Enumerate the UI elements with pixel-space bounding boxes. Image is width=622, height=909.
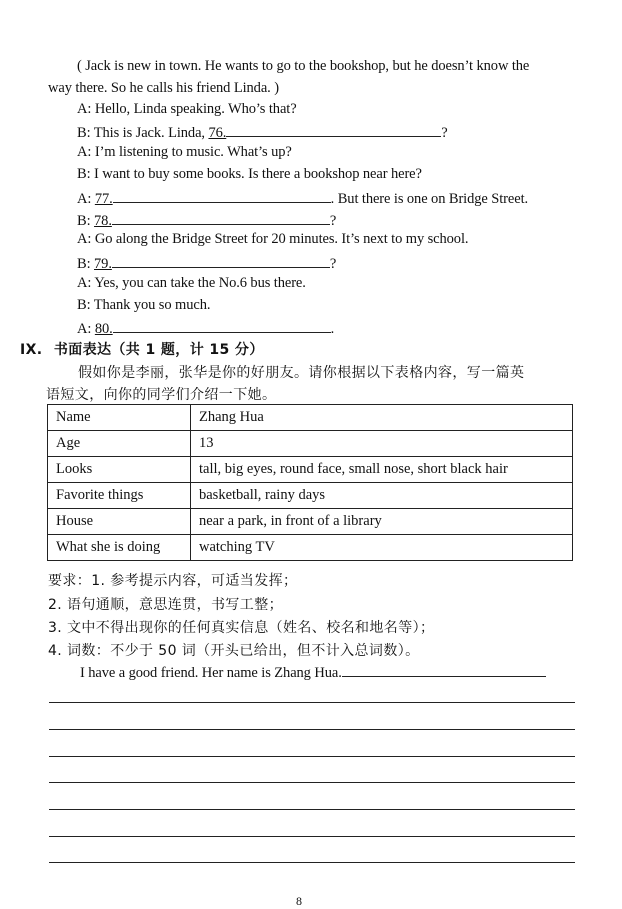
dialogue-line [77, 253, 336, 273]
answer-blank-79[interactable] [112, 253, 330, 268]
table-row [48, 483, 573, 509]
answer-blank-76[interactable] [226, 122, 441, 137]
table-row [48, 457, 573, 483]
blank-suffix: ? [441, 125, 448, 141]
writing-line[interactable] [49, 862, 575, 863]
dialogue-text: Hello, Linda speaking. Who’s that? [94, 101, 297, 117]
blank-number-80: 80. [94, 321, 113, 337]
dialogue-line [77, 188, 528, 208]
speaker: A: [77, 321, 92, 337]
dialogue-text: Thank you so much. [93, 297, 211, 313]
requirement-3: 3. 文中不得出现你的任何真实信息（姓名、校名和地名等）； [48, 620, 435, 636]
blank-suffix: ? [329, 213, 337, 229]
dialogue-line [77, 318, 334, 338]
dialogue-line [77, 275, 306, 292]
table-value: watching TV [191, 535, 573, 561]
speaker: A: [77, 191, 92, 207]
dialogue-line [77, 231, 468, 248]
answer-blank-78[interactable] [112, 210, 330, 225]
dialogue-line [77, 122, 448, 142]
section-number: IX. [20, 342, 43, 358]
table-row [48, 431, 573, 457]
essay-opening-line [80, 662, 546, 682]
prompt-line-2: 语短文，向你的同学们介绍一下她。 [46, 387, 277, 403]
blank-number-77: 77. [94, 191, 113, 207]
writing-line[interactable] [49, 782, 575, 783]
dialogue-text: Go along the Bridge Street for 20 minutes. It’s next to my school. [94, 231, 469, 247]
dialogue-intro-line-1: ( Jack is new in town. He wants to go to the bookshop, but he doesn’t know the [77, 58, 530, 74]
dialogue-text: I want to buy some books. Is there a bookshop near here? [94, 166, 422, 182]
prompt-line-1: 假如你是李丽，张华是你的好朋友。请你根据以下表格内容，写一篇英 [78, 365, 525, 381]
section-heading [20, 339, 264, 359]
dialogue-line [77, 297, 210, 314]
table-row [48, 405, 573, 431]
requirement-4: 4. 词数：不少于 50 词（开头已给出，但不计入总词数）。 [48, 643, 420, 659]
table-row [48, 509, 573, 535]
answer-blank-80[interactable] [113, 318, 331, 333]
writing-line[interactable] [49, 809, 575, 810]
essay-blank[interactable] [342, 662, 546, 677]
blank-number-79: 79. [94, 256, 112, 272]
table-value: near a park, in front of a library [191, 509, 573, 535]
table-value: tall, big eyes, round face, small nose, short black hair [191, 457, 573, 483]
dialogue-line [77, 166, 422, 183]
table-key: Favorite things [48, 483, 191, 509]
dialogue-line [77, 210, 336, 230]
speaker: A: [77, 101, 92, 117]
speaker: A: [77, 231, 92, 247]
table-key: House [48, 509, 191, 535]
requirement-2: 2. 语句通顺，意思连贯，书写工整； [48, 597, 284, 613]
speaker: B: [77, 297, 91, 313]
speaker: B: [77, 256, 91, 272]
speaker: A: [77, 144, 92, 160]
answer-blank-77[interactable] [113, 188, 331, 203]
essay-opening: I have a good friend. Her name is Zhang Hua. [80, 665, 342, 681]
section-title: 书面表达（共 1 题，计 15 分） [53, 342, 264, 358]
speaker: B: [77, 125, 91, 141]
speaker: B: [77, 166, 91, 182]
blank-suffix: . But there is one on Bridge Street. [330, 191, 529, 207]
dialogue-line [77, 144, 292, 161]
table-value: 13 [191, 431, 573, 457]
dialogue-line [77, 101, 297, 118]
blank-suffix: . [330, 321, 335, 337]
writing-line[interactable] [49, 729, 575, 730]
blank-suffix: ? [329, 256, 337, 272]
dialogue-intro-line-2: way there. So he calls his friend Linda. ) [48, 80, 279, 96]
writing-line[interactable] [49, 836, 575, 837]
dialogue-text: Yes, you can take the No.6 bus there. [94, 275, 306, 291]
speaker: A: [77, 275, 92, 291]
page-number: 8 [296, 894, 302, 908]
speaker: B: [77, 213, 91, 229]
table-row [48, 535, 573, 561]
table-key: Name [48, 405, 191, 431]
writing-line[interactable] [49, 756, 575, 757]
table-value: basketball, rainy days [191, 483, 573, 509]
table-key: Looks [48, 457, 191, 483]
dialogue-text: I’m listening to music. What’s up? [94, 144, 292, 160]
dialogue-text: This is Jack. Linda, [93, 125, 209, 141]
table-key: What she is doing [48, 535, 191, 561]
table-key: Age [48, 431, 191, 457]
info-table [47, 404, 573, 561]
blank-number-78: 78. [94, 213, 112, 229]
requirement-1: 要求：1. 参考提示内容，可适当发挥； [48, 573, 298, 589]
blank-number-76: 76. [208, 125, 227, 141]
writing-line[interactable] [49, 702, 575, 703]
table-value: Zhang Hua [191, 405, 573, 431]
